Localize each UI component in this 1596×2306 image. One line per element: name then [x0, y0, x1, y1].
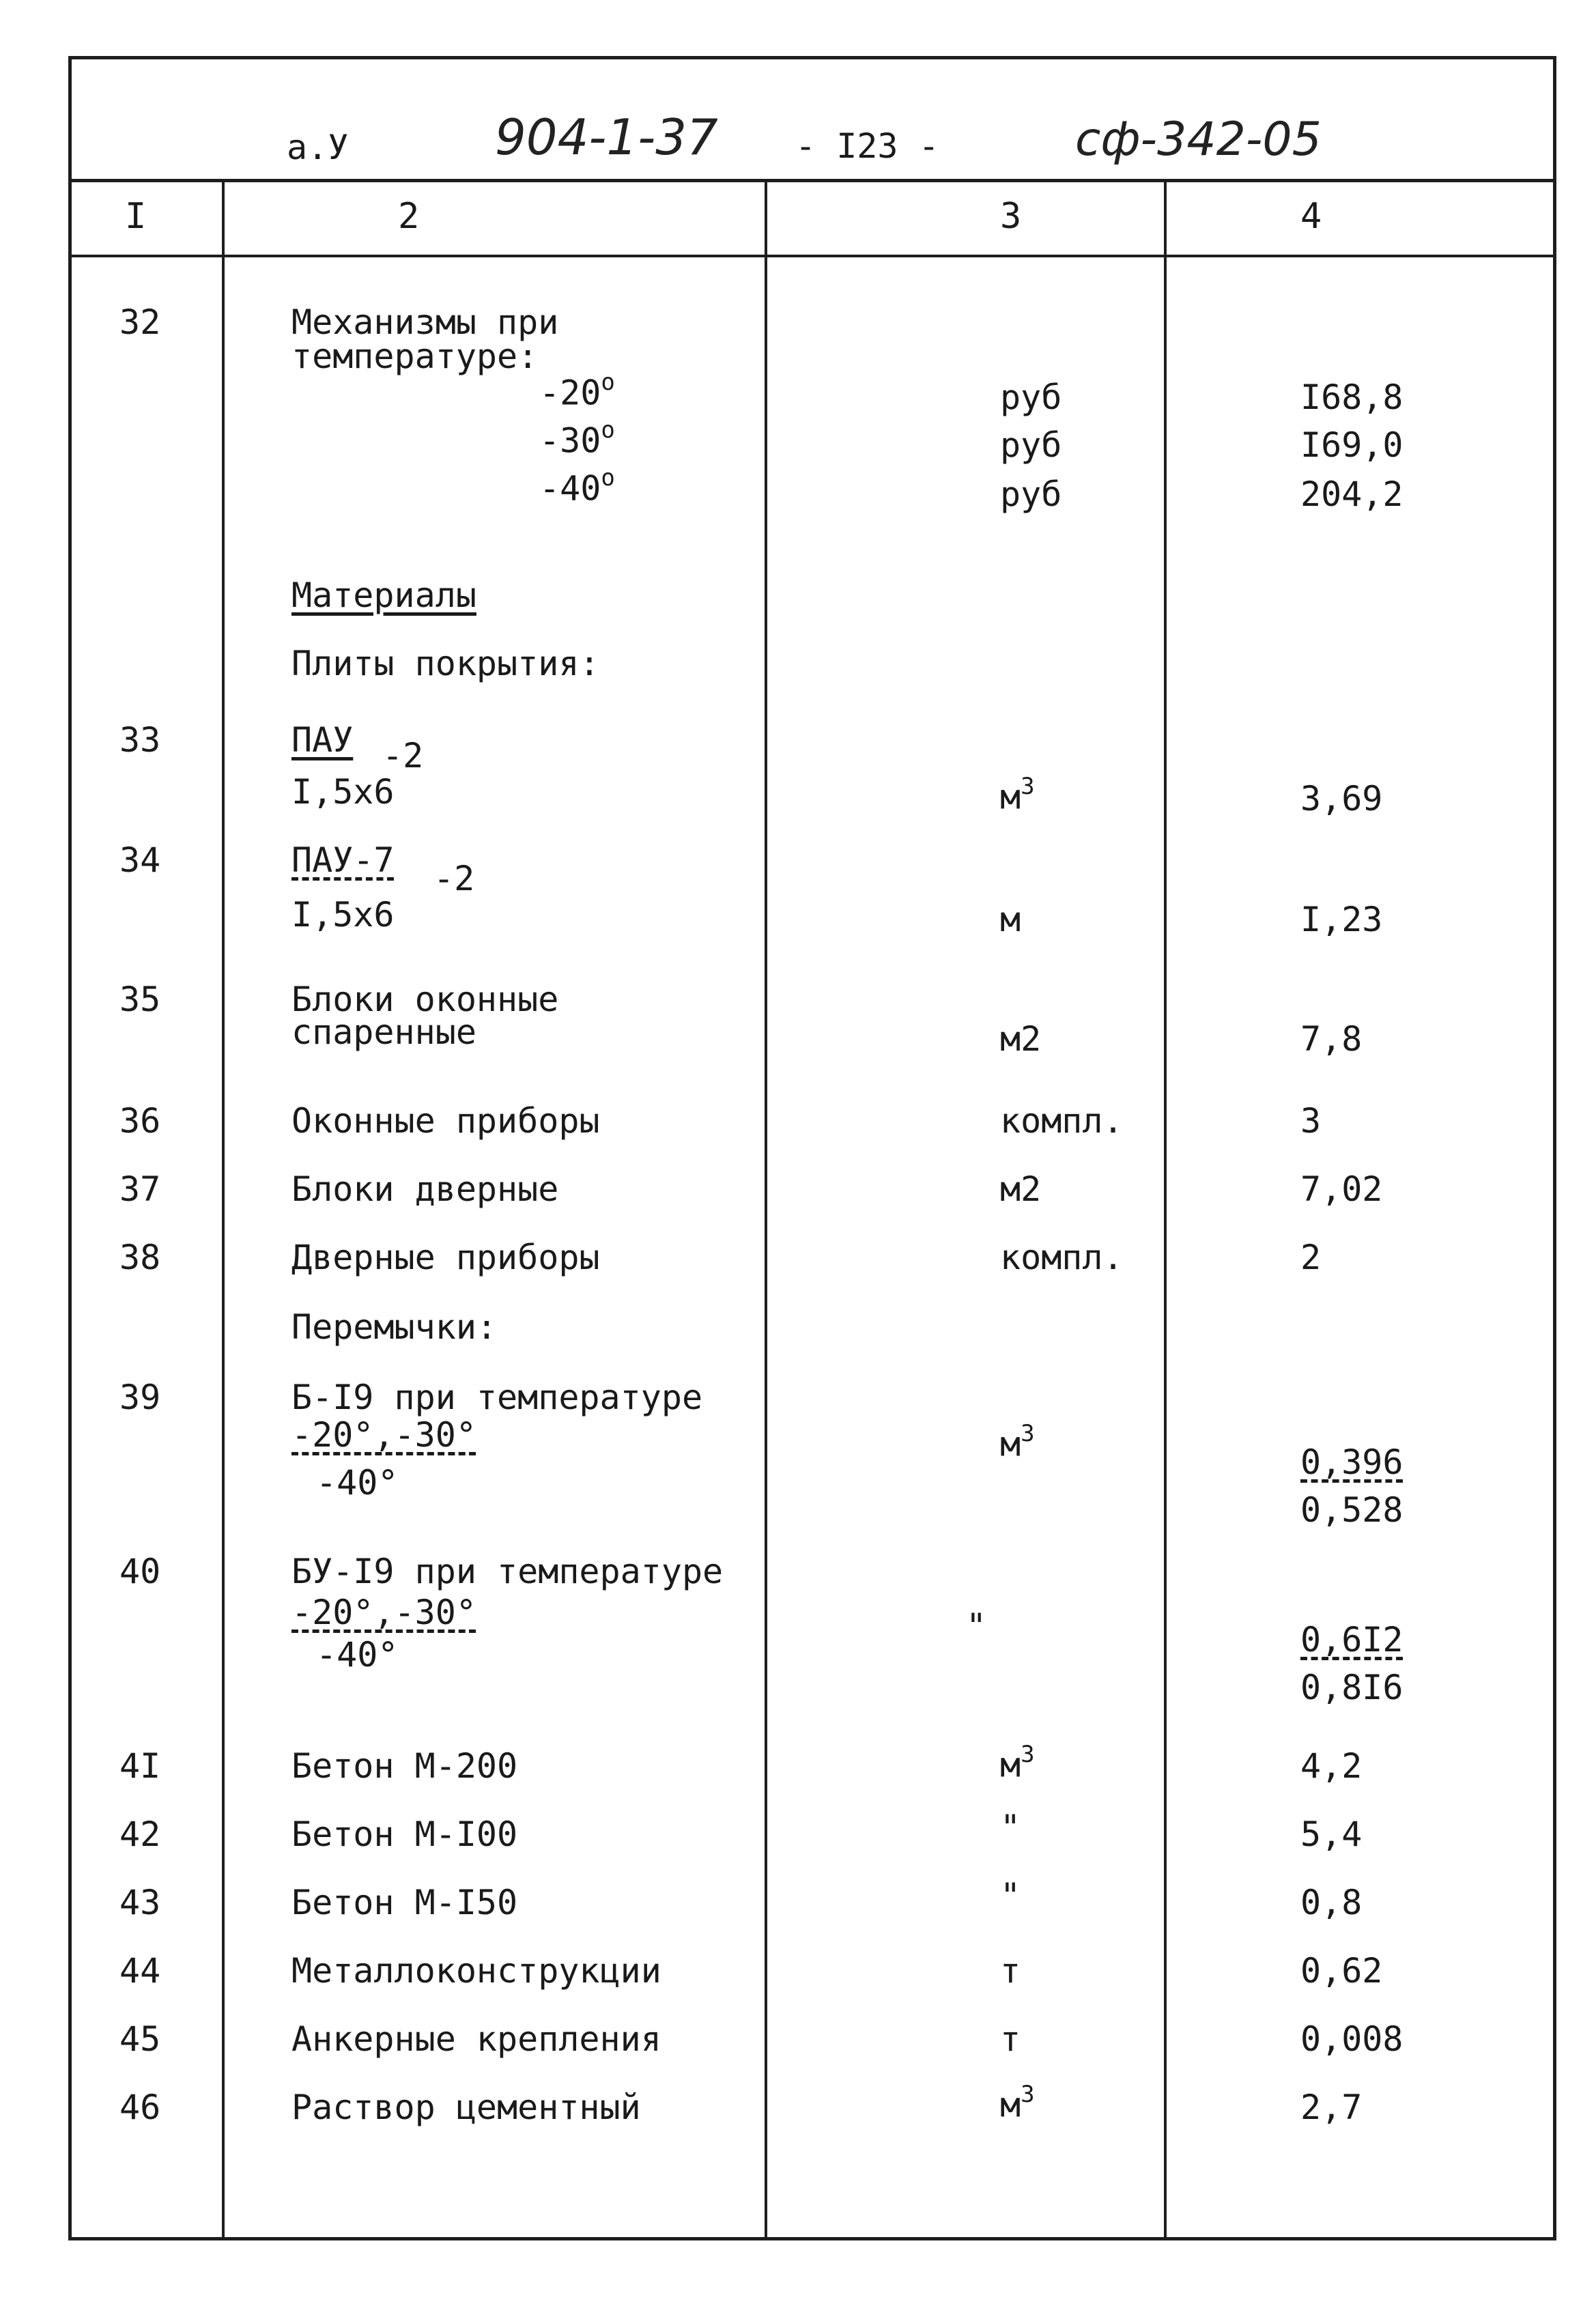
- row-number: 32: [119, 302, 161, 342]
- quantity: I69,0: [1300, 425, 1403, 465]
- column-number-row: [72, 182, 1553, 257]
- document-sheet: [68, 56, 1556, 2240]
- album-label: а.У: [287, 128, 349, 167]
- quantity: 0,008: [1300, 2019, 1403, 2059]
- page-number: - I23 -: [795, 126, 939, 166]
- item-name: Бетон М-I00: [291, 1814, 518, 1854]
- quantity: 3: [1300, 1101, 1322, 1141]
- quantity: I68,8: [1300, 378, 1403, 417]
- item-name: спаренные: [291, 1012, 476, 1052]
- temperature-value: -40°: [316, 1463, 399, 1503]
- item-name: Дверные приборы: [291, 1238, 600, 1277]
- item-name: ПАУ: [291, 720, 354, 760]
- temperature-value: -30$^o$: [539, 416, 615, 461]
- unit: руб: [1000, 474, 1062, 514]
- column-divider-2: [765, 182, 767, 2237]
- quantity: I,23: [1300, 900, 1383, 939]
- unit-ditto: ": [966, 1606, 987, 1646]
- column-number-1: I: [125, 196, 147, 237]
- quantity: 7,02: [1300, 1169, 1383, 1209]
- unit: м2: [1000, 1169, 1042, 1209]
- quantity: 7,8: [1300, 1019, 1363, 1059]
- quantity: 0,528: [1300, 1490, 1403, 1530]
- section-heading-materials: Материалы: [291, 575, 476, 615]
- unit: т: [1000, 1951, 1021, 1991]
- row-number: 38: [119, 1238, 161, 1277]
- page-header: [72, 59, 1553, 182]
- item-name: ПАУ-7: [291, 840, 395, 880]
- row-number: 36: [119, 1101, 161, 1141]
- quantity: 4,2: [1300, 1746, 1363, 1786]
- row-number: 44: [119, 1951, 161, 1991]
- unit: руб: [1000, 425, 1062, 465]
- row-number: 34: [119, 840, 161, 880]
- quantity: 204,2: [1300, 474, 1403, 514]
- row-number: 4I: [119, 1746, 161, 1786]
- sheet-code: сф-342-05: [1075, 113, 1322, 167]
- quantity: 3,69: [1300, 779, 1383, 819]
- quantity: 2: [1300, 1238, 1322, 1277]
- row-number: 40: [119, 1552, 161, 1591]
- item-name: БУ-I9 при температуре: [291, 1552, 724, 1591]
- unit: $м^3$: [1000, 1420, 1035, 1464]
- temperature-range: -20°,-30°: [291, 1593, 476, 1632]
- item-name: Б-I9 при температуре: [291, 1378, 703, 1417]
- item-suffix: -2: [382, 736, 424, 775]
- item-size: I,5x6: [291, 895, 395, 935]
- column-number-3: 3: [1000, 196, 1022, 237]
- item-name: температуре:: [291, 337, 539, 376]
- row-number: 37: [119, 1169, 161, 1209]
- unit-ditto: ": [1000, 1876, 1021, 1916]
- item-size: I,5x6: [291, 772, 395, 812]
- unit-ditto: ": [1000, 1808, 1021, 1847]
- column-number-2: 2: [398, 196, 420, 237]
- subsection-heading-lintels: Перемычки:: [291, 1307, 498, 1347]
- unit: $м^3$: [1000, 2081, 1035, 2125]
- quantity: 5,4: [1300, 1814, 1363, 1854]
- row-number: 45: [119, 2019, 161, 2059]
- row-number: 43: [119, 1883, 161, 1922]
- item-name: Механизмы при: [291, 302, 559, 342]
- unit: руб: [1000, 378, 1062, 417]
- unit: т: [1000, 2019, 1021, 2059]
- column-divider-3: [1164, 182, 1167, 2237]
- quantity: 0,8I6: [1300, 1668, 1403, 1707]
- item-name: Бетон М-I50: [291, 1883, 518, 1922]
- subsection-heading-slabs: Плиты покрытия:: [291, 644, 600, 683]
- temperature-value: -20$^o$: [539, 369, 615, 413]
- row-number: 35: [119, 980, 161, 1019]
- column-number-4: 4: [1300, 196, 1322, 237]
- item-name: Блоки дверные: [291, 1169, 559, 1209]
- temperature-value: -40$^o$: [539, 464, 615, 509]
- project-code: 904-1-37: [495, 109, 718, 166]
- unit: м2: [1000, 1019, 1042, 1059]
- item-suffix: -2: [433, 859, 475, 898]
- unit: $м^3$: [1000, 1741, 1035, 1785]
- item-name: Оконные приборы: [291, 1101, 600, 1141]
- item-name: Блоки оконные: [291, 980, 559, 1019]
- item-name: Металлоконструкции: [291, 1951, 661, 1991]
- item-name: Анкерные крепления: [291, 2019, 661, 2059]
- unit: компл.: [1000, 1101, 1124, 1141]
- column-divider-1: [222, 182, 225, 2237]
- quantity: 2,7: [1300, 2088, 1363, 2127]
- temperature-range: -20°,-30°: [291, 1415, 476, 1455]
- row-number: 42: [119, 1814, 161, 1854]
- item-name: Бетон М-200: [291, 1746, 518, 1786]
- row-number: 33: [119, 720, 161, 760]
- quantity: 0,8: [1300, 1883, 1363, 1922]
- unit: м: [1000, 900, 1021, 939]
- quantity: 0,396: [1300, 1442, 1403, 1482]
- item-name: Раствор цементный: [291, 2088, 641, 2127]
- unit: компл.: [1000, 1238, 1124, 1277]
- quantity: 0,62: [1300, 1951, 1383, 1991]
- temperature-value: -40°: [316, 1635, 399, 1675]
- row-number: 39: [119, 1378, 161, 1417]
- quantity: 0,6I2: [1300, 1620, 1403, 1660]
- unit: $м^3$: [1000, 773, 1035, 817]
- row-number: 46: [119, 2088, 161, 2127]
